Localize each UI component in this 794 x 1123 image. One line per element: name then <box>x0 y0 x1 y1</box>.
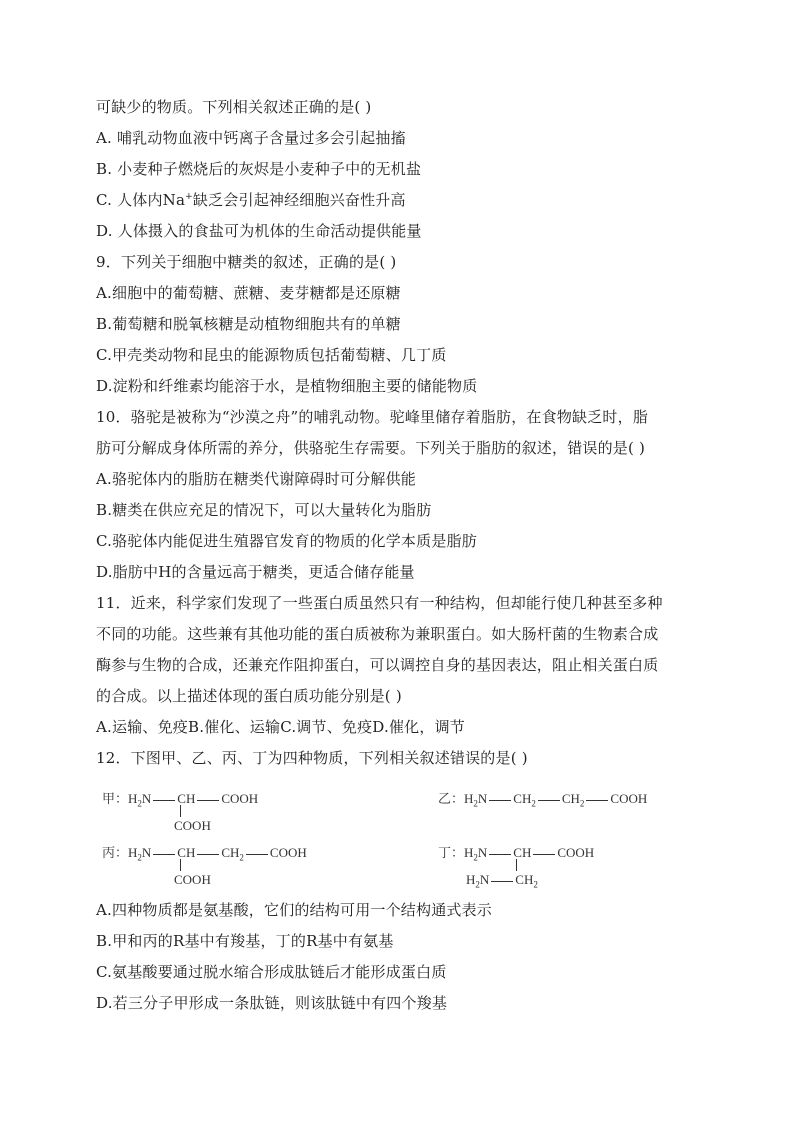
structure-jia: 甲：$H_2N$ CH COOH <box>102 791 259 809</box>
structure-ding: 丁：$H_2N$ CH COOH <box>438 845 595 863</box>
q10-option-b: B.糖类在供应充足的情况下，可以大量转化为脂肪 <box>96 501 432 519</box>
q11-stem-line1: 11．近来，科学家们发现了一些蛋白质虽然只有一种结构，但却能行使几种甚至多种 <box>96 594 663 612</box>
q9-option-c: C.甲壳类动物和昆虫的能源物质包括葡萄糖、几丁质 <box>96 346 447 364</box>
q8-option-c-sup: + <box>185 192 193 202</box>
structure-jia-bond <box>180 805 181 817</box>
structure-jia-sidechain: COOH <box>174 818 211 833</box>
q11-stem-line3: 酶参与生物的合成，还兼充作阻抑蛋白，可以调控自身的基因表达，阻止相关蛋白质 <box>96 656 659 674</box>
q8-option-c-text: C. 人体内Na <box>96 191 186 209</box>
q9-option-b: B.葡萄糖和脱氧核糖是动植物细胞共有的单糖 <box>96 315 401 333</box>
q11-options: A.运输、免疫B.催化、运输C.调节、免疫D.催化，调节 <box>96 718 465 736</box>
structure-ding-sidechain: $H_2N$ $CH_2$ <box>466 872 538 890</box>
q12-option-d: D.若三分子甲形成一条肽链，则该肽链中有四个羧基 <box>96 994 448 1012</box>
structure-bing-sidechain: COOH <box>174 872 211 887</box>
q10-option-d: D.脂肪中H的含量远高于糖类，更适合储存能量 <box>96 563 415 581</box>
q11-stem-line4: 的合成。以上描述体现的蛋白质功能分别是( ) <box>96 687 402 705</box>
structure-bing-label: 丙： <box>102 845 129 860</box>
q11-stem-line2: 不同的功能。这些兼有其他功能的蛋白质被称为兼职蛋白。如大肠杆菌的生物素合成 <box>96 625 659 643</box>
q10-option-a: A.骆驼体内的脂肪在糖类代谢障碍时可分解供能 <box>96 470 417 488</box>
q9-option-d: D.淀粉和纤维素均能溶于水，是植物细胞主要的储能物质 <box>96 377 478 395</box>
q10-stem-line1: 10．骆驼是被称为“沙漠之舟”的哺乳动物。驼峰里储存着脂肪，在食物缺乏时，脂 <box>96 408 649 426</box>
q12-option-c: C.氨基酸要通过脱水缩合形成肽链后才能形成蛋白质 <box>96 963 447 981</box>
q10-stem-line2: 肪可分解成身体所需的养分，供骆驼生存需要。下列关于脂肪的叙述，错误的是( ) <box>96 439 646 457</box>
q12-option-a: A.四种物质都是氨基酸，它们的结构可用一个结构通式表示 <box>96 901 493 919</box>
structure-yi: 乙：$H_2N$ $CH_2$ $CH_2$ COOH <box>438 791 648 809</box>
structure-ding-bond <box>516 859 517 871</box>
q12-option-b: B.甲和丙的R基中有羧基，丁的R基中有氨基 <box>96 932 394 950</box>
structure-bing: 丙：$H_2N$ CH $CH_2$ COOH <box>102 845 307 863</box>
q8-option-d: D. 人体摄入的食盐可为机体的生命活动提供能量 <box>96 222 422 240</box>
q8-option-a: A. 哺乳动物血液中钙离子含量过多会引起抽搐 <box>96 129 406 147</box>
structure-bing-bond <box>180 859 181 871</box>
q9-option-a: A.细胞中的葡萄糖、蔗糖、麦芽糖都是还原糖 <box>96 284 401 302</box>
structure-yi-label: 乙： <box>438 791 465 806</box>
structure-jia-label: 甲： <box>102 791 129 806</box>
q9-stem: 9．下列关于细胞中糖类的叙述，正确的是( ) <box>96 253 397 271</box>
q10-option-c: C.骆驼体内能促进生殖器官发育的物质的化学本质是脂肪 <box>96 532 477 550</box>
q8-stem-tail: 可缺少的物质。下列相关叙述正确的是( ) <box>96 98 372 116</box>
q8-option-c <box>96 189 406 211</box>
q12-stem: 12．下图甲、乙、丙、丁为四种物质，下列相关叙述错误的是( ) <box>96 749 528 767</box>
q8-option-c-rest: 缺乏会引起神经细胞兴奋性升高 <box>192 191 406 209</box>
structure-ding-label: 丁： <box>438 845 465 860</box>
q8-option-b: B. 小麦种子燃烧后的灰烬是小麦种子中的无机盐 <box>96 160 422 178</box>
